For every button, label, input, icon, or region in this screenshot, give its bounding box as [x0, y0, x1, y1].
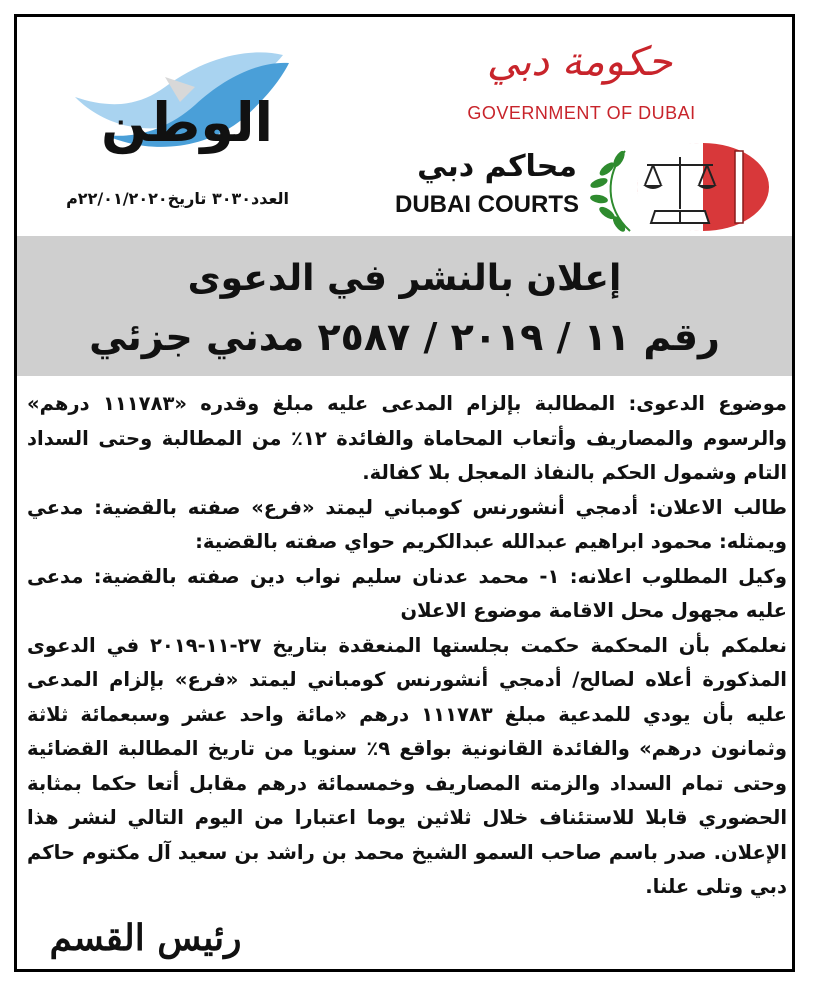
header: [17, 17, 792, 235]
notice-title: إعلان بالنشر في الدعوى: [187, 258, 622, 299]
case-number: رقم ١١ / ٢٠١٩ / ٢٥٨٧ مدني جزئي: [89, 315, 720, 359]
defendant-paragraph: وكيل المطلوب اعلانه: ١- محمد عدنان سليم نواب دين صفته بالقضية: مدعى عليه مجهول محل الاقامة موضوع الاعلان: [27, 564, 787, 622]
case-subject-paragraph: موضوع الدعوى: المطالبة بإلزام المدعى عليه مبلغ وقدره «١١١٧٨٣ درهم» والرسوم والمصاريف وأتعاب المحاماة والفائدة ١٢٪ من المطالبة وحتى السداد التام وشمول الحكم بالنفاذ المعجل بلا كفالة.: [27, 392, 787, 484]
government-name-english: GOVERNMENT OF DUBAI: [467, 103, 696, 123]
requester-paragraph: طالب الاعلان: أدمجي أنشورنس كومباني ليمتد «فرع» صفته بالقضية: مدعي ويمثله: محمود ابراهيم عبدالله عبدالكريم حواي صفته بالقضية:: [27, 495, 787, 553]
advertisement-frame: [14, 14, 795, 972]
government-name-arabic: حكومة دبي: [486, 39, 673, 85]
courts-name-english: DUBAI COURTS: [395, 191, 579, 218]
dubai-courts-emblem-icon: [585, 139, 770, 239]
newspaper-name: الوطن: [100, 91, 274, 154]
judgment-paragraph: نعلمكم بأن المحكمة حكمت بجلستها المنعقدة بتاريخ ٢٧-١١-٢٠١٩ في الدعوى المذكورة أعلاه لصالح/ أدمجي أنشورنس كومباني ليمتد «فرع» بإلزام المدعى عليه بأن يودي للمدعية مبلغ ١١١٧٨٣ درهم «مائة واحد عشر وسبعمائة ثلاثة وثمانون درهم» والفائدة القانونية بواقع ٩٪ سنويا من تاريخ المطالبة القضائية وحتى تمام السداد والزمته المصاريف وخمسمائة درهم مقابل أتعا حكما بمثابة الحضوري قابلا للاستئناف خلال ثلاثين يوما اعتبارا من اليوم التالي لنشر هذا الإعلان. صدر باسم صاحب السمو الشيخ محمد بن راشد بن سعيد آل مكتوم حاكم دبي وتلى علنا.: [27, 633, 788, 898]
courts-name-arabic: محاكم دبي: [417, 149, 577, 184]
notice-body: [27, 387, 787, 905]
issue-number-date: العدد٣٠٣٠ تاريخ٢٢/٠١/٢٠٢٠م: [66, 189, 289, 208]
signature-title: رئيس القسم: [49, 917, 242, 959]
